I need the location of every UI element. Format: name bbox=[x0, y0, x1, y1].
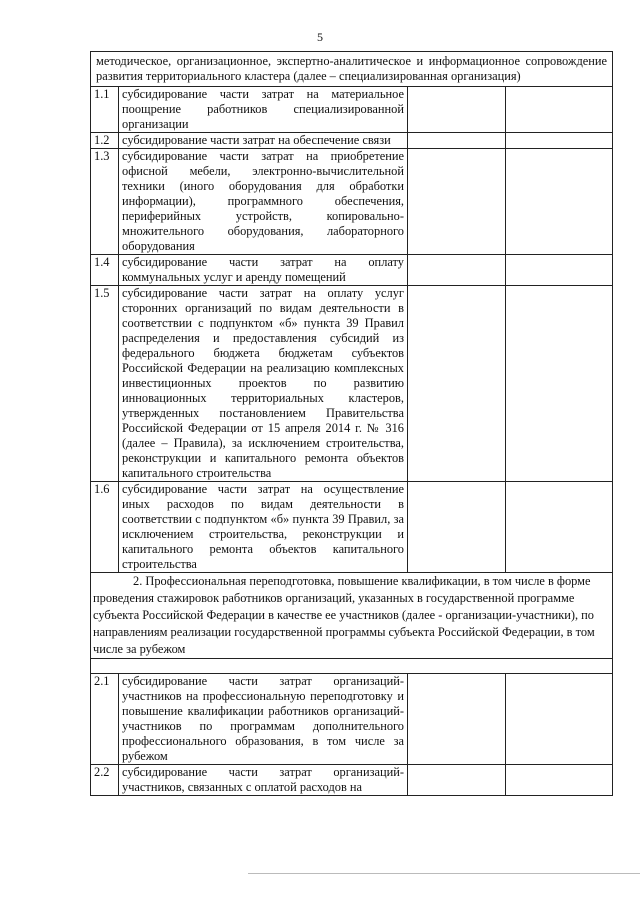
empty-cell bbox=[408, 482, 506, 573]
table-row-section-heading bbox=[91, 573, 613, 659]
row-number: 1.5 bbox=[91, 286, 119, 482]
row-number: 1.2 bbox=[91, 133, 119, 149]
table-row bbox=[91, 286, 613, 482]
row-description: субсидирование части затрат на оплату коммунальных услуг и аренду помещений bbox=[119, 255, 408, 286]
table-row bbox=[91, 87, 613, 133]
row-number: 1.3 bbox=[91, 149, 119, 255]
spacer-cell bbox=[91, 659, 613, 674]
empty-cell bbox=[506, 482, 613, 573]
empty-cell bbox=[408, 87, 506, 133]
empty-cell bbox=[408, 255, 506, 286]
row-description: субсидирование части затрат на приобретение офисной мебели, электронно-вычислительной техники (иного оборудования для обработки информации), программного обеспечения, периферийных устройств, копировально-множительного оборудования, лабораторного оборудования bbox=[119, 149, 408, 255]
scan-edge-line bbox=[248, 873, 640, 874]
row-description: субсидирование части затрат организаций-участников, связанных с оплатой расходов на bbox=[119, 765, 408, 796]
row-description: субсидирование части затрат на материальное поощрение работников специализированной организации bbox=[119, 87, 408, 133]
page-number: 5 bbox=[317, 30, 323, 44]
empty-cell bbox=[408, 674, 506, 765]
empty-cell bbox=[408, 765, 506, 796]
empty-cell bbox=[408, 149, 506, 255]
table-row-header-continuation bbox=[91, 52, 613, 87]
empty-cell bbox=[408, 286, 506, 482]
budget-items-table bbox=[90, 51, 613, 796]
empty-cell bbox=[506, 765, 613, 796]
row-number: 1.1 bbox=[91, 87, 119, 133]
empty-cell bbox=[506, 149, 613, 255]
empty-cell bbox=[506, 255, 613, 286]
table-row bbox=[91, 133, 613, 149]
empty-cell bbox=[506, 286, 613, 482]
table-row bbox=[91, 482, 613, 573]
section2-heading: 2. Профессиональная переподготовка, повышение квалификации, в том числе в форме проведения стажировок работников организаций, указанных в государственной программе субъекта Российской Федерации в качестве ее участников (далее - организации-участники), по направлениям реализации государственной программы субъекта Российской Федерации, в том числе за рубежом bbox=[91, 573, 613, 659]
row-number: 1.4 bbox=[91, 255, 119, 286]
empty-cell bbox=[506, 87, 613, 133]
table-row bbox=[91, 674, 613, 765]
row-description: субсидирование части затрат на обеспечение связи bbox=[119, 133, 408, 149]
table-row bbox=[91, 149, 613, 255]
row-number: 2.2 bbox=[91, 765, 119, 796]
row-number: 1.6 bbox=[91, 482, 119, 573]
row-description: субсидирование части затрат на оплату услуг сторонних организаций по видам деятельности в соответствии с подпунктом «б» пункта 39 Правил распределения и предоставления субсидий из федерального бюджета бюджетам субъектов Российской Федерации на реализацию комплексных инвестиционных проектов по развитию инновационных территориальных кластеров, утвержденных постановлением Правительства Российской Федерации от 15 апреля 2014 г. № 316 (далее – Правила), за исключением строительства, реконструкции и капитального ремонта объектов капитального строительства bbox=[119, 286, 408, 482]
table-row bbox=[91, 255, 613, 286]
row-description: субсидирование части затрат на осуществление иных расходов по видам деятельности в соответствии с подпунктом «б» пункта 39 Правил, за исключением строительства, реконструкции и капитального ремонта объектов капитального строительства bbox=[119, 482, 408, 573]
table-row bbox=[91, 765, 613, 796]
section1-continuation-text: методическое, организационное, экспертно-аналитическое и информационное сопровождение развития территориального кластера (далее – специализированная организация) bbox=[91, 52, 613, 87]
empty-cell bbox=[506, 133, 613, 149]
empty-cell bbox=[408, 133, 506, 149]
empty-cell bbox=[506, 674, 613, 765]
table-row-spacer bbox=[91, 659, 613, 674]
row-number: 2.1 bbox=[91, 674, 119, 765]
row-description: субсидирование части затрат организаций-участников на профессиональную переподготовку и повышение квалификации работников организаций-участников по программам дополнительного профессионального образования, в том числе за рубежом bbox=[119, 674, 408, 765]
